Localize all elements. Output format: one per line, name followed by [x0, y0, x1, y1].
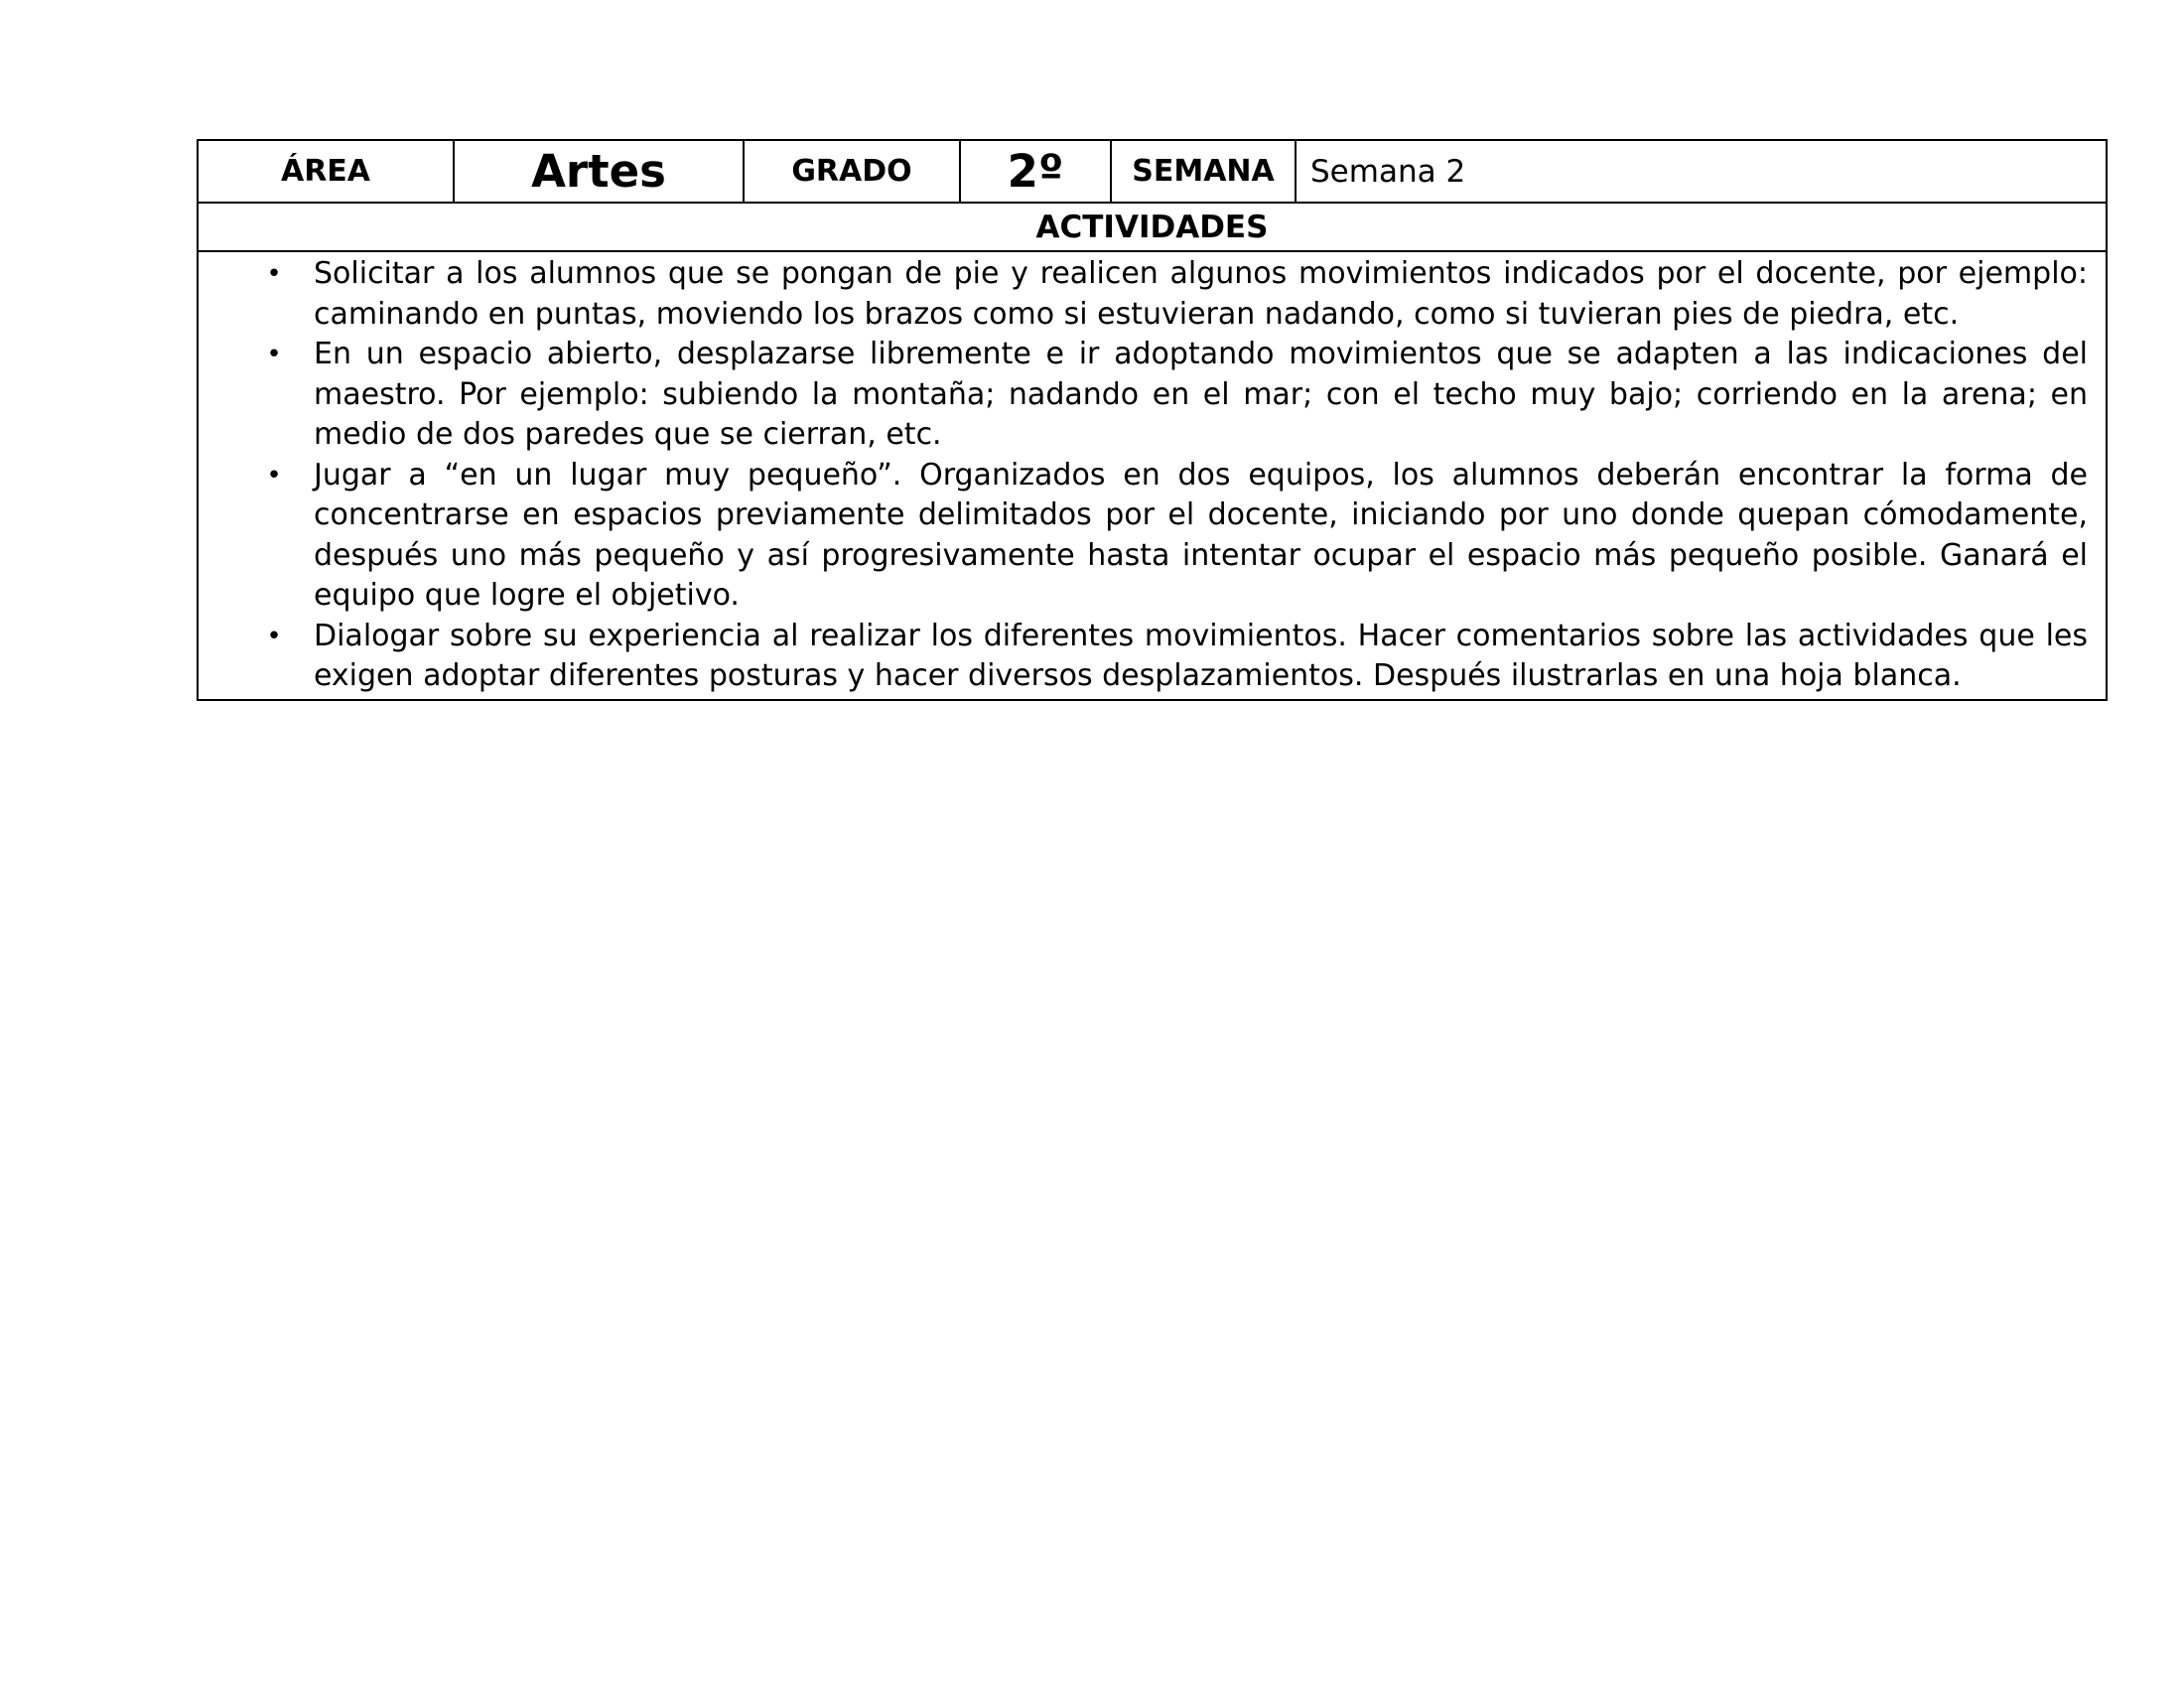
- week-label: SEMANA: [1111, 140, 1296, 203]
- activity-item: [199, 335, 2088, 456]
- section-title-row: [198, 203, 2107, 251]
- week-value: Semana 2: [1296, 140, 2107, 203]
- activity-text: En un espacio abierto, desplazarse libremente e ir adoptando movimientos que se adapten a las indicaciones del maestro. Por ejemplo: subiendo la montaña; nadando en el mar; con el techo muy bajo; corriendo en la arena; en medio de dos paredes que se cierran, etc.: [314, 337, 2088, 452]
- section-title: ACTIVIDADES: [198, 203, 2107, 251]
- activity-text: Jugar a “en un lugar muy pequeño”. Organizados en dos equipos, los alumnos deberán encontrar la forma de concentrarse en espacios previamente delimitados por el docente, iniciando por uno donde quepan cómodamente, después uno más pequeño y así progresivamente hasta intentar ocupar el espacio más pequeño posible. Ganará el equipo que logre el objetivo.: [314, 457, 2088, 613]
- activities-list: [199, 254, 2088, 697]
- activity-item: [199, 617, 2088, 697]
- bullet-icon: •: [266, 621, 282, 651]
- activity-item: [199, 456, 2088, 617]
- bullet-icon: •: [266, 460, 282, 491]
- activities-row: [198, 251, 2107, 700]
- bullet-icon: •: [266, 259, 282, 289]
- area-value: Artes: [454, 140, 744, 203]
- activity-text: Dialogar sobre su experiencia al realizar los diferentes movimientos. Hacer comentarios sobre las actividades que les exigen adoptar diferentes posturas y hacer diversos desplazamientos. Después ilustrarlas en una hoja blanca.: [314, 618, 2088, 693]
- grade-value: 2º: [960, 140, 1111, 203]
- header-row: [198, 140, 2107, 203]
- lesson-plan-table: [197, 139, 2108, 701]
- area-label: ÁREA: [198, 140, 454, 203]
- activities-cell: [198, 251, 2107, 700]
- activity-item: [199, 254, 2088, 335]
- bullet-icon: •: [266, 340, 282, 369]
- activity-text: Solicitar a los alumnos que se pongan de pie y realicen algunos movimientos indicados por el docente, por ejemplo: caminando en puntas, moviendo los brazos como si estuvieran nadando, como si tuvieran pies de piedra, etc.: [314, 256, 2088, 332]
- grade-label: GRADO: [744, 140, 960, 203]
